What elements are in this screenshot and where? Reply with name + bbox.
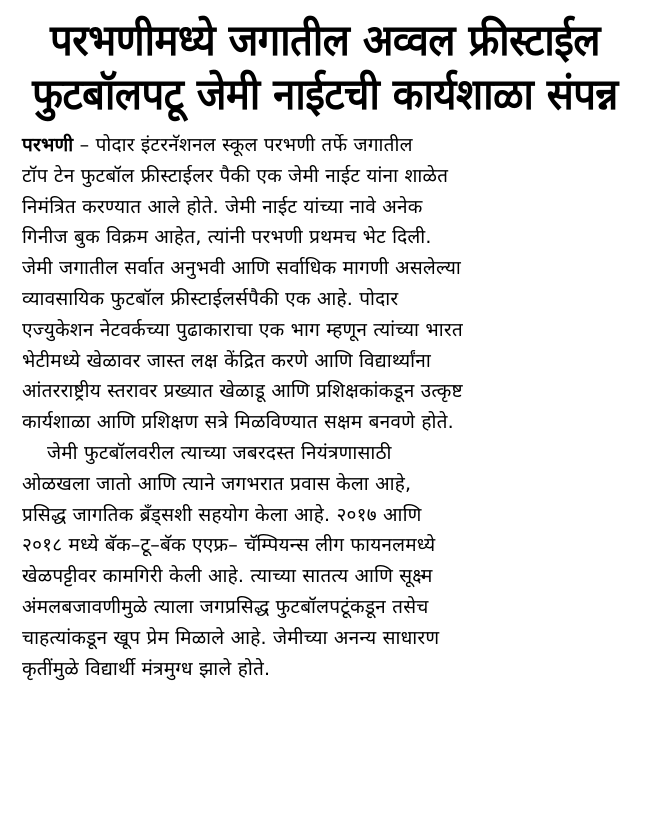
body-line: जेमी फुटबॉलवरील त्याच्या जबरदस्त नियंत्रणासाठी xyxy=(22,441,392,464)
headline-line-1: परभणीमध्ये जगातील अव्वल फ्रीस्टाईल xyxy=(50,16,600,66)
headline-line-2: फुटबॉलपटू जेमी नाईटची कार्यशाळा संपन्न xyxy=(32,70,618,120)
body-text: – पोदार इंटरनॅशनल स्कूल परभणी तर्फे जगातील xyxy=(73,134,413,156)
body-line: २०१८ मध्ये बॅक–टू–बॅक एएफ्र– चॅम्पियन्स लीग फायनलमध्ये xyxy=(22,534,436,557)
body-line: एज्युकेशन नेटवर्कच्या पुढाकाराचा एक भाग म्हणून त्यांच्या भारत xyxy=(22,318,463,341)
body-line xyxy=(22,130,637,161)
article-body xyxy=(22,130,637,684)
body-line: जेमी जगातील सर्वात अनुभवी आणि सर्वाधिक मागणी असलेल्या xyxy=(22,257,461,280)
dateline: परभणी xyxy=(22,134,74,156)
body-line: चाहत्यांकडून खूप प्रेम मिळाले आहे. जेमीच्या अनन्य साधारण xyxy=(22,626,440,649)
body-line: निमंत्रित करण्यात आले होते. जेमी नाईट यांच्या नावे अनेक xyxy=(22,195,423,218)
body-line: प्रसिद्ध जागतिक ब्रँड्सशी सहयोग केला आहे. २०१७ आणि xyxy=(22,503,422,526)
body-line: कार्यशाळा आणि प्रशिक्षण सत्रे मिळविण्यात सक्षम बनवणे होते. xyxy=(22,411,454,434)
body-line: अंमलबजावणीमुळे त्याला जगप्रसिद्ध फुटबॉलपटूंकडून तसेच xyxy=(22,595,429,618)
body-line: गिनीज बुक विक्रम आहेत, त्यांनी परभणी प्रथमच भेट दिली. xyxy=(22,226,432,249)
body-line: भेटीमध्ये खेळावर जास्त लक्ष केंद्रित करणे आणि विद्यार्थ्यांना xyxy=(22,349,431,372)
body-line: आंतरराष्ट्रीय स्तरावर प्रख्यात खेळाडू आणि प्रशिक्षकांकडून उत्कृष्ट xyxy=(22,380,463,403)
body-line: कृतींमुळे विद्यार्थी मंत्रमुग्ध झाले होते. xyxy=(22,657,271,680)
headline xyxy=(0,14,650,122)
body-line: टॉप टेन फुटबॉल फ्रीस्टाईलर पैकी एक जेमी नाईट यांना शाळेत xyxy=(22,164,449,187)
body-line: खेळपट्टीवर कामगिरी केली आहे. त्याच्या सातत्य आणि सूक्ष्म xyxy=(22,565,433,588)
body-line: ओळखला जातो आणि त्याने जगभरात प्रवास केला आहे, xyxy=(22,472,412,495)
body-line: व्यावसायिक फुटबॉल फ्रीस्टाईलर्सपैकी एक आहे. पोदार xyxy=(22,287,399,310)
